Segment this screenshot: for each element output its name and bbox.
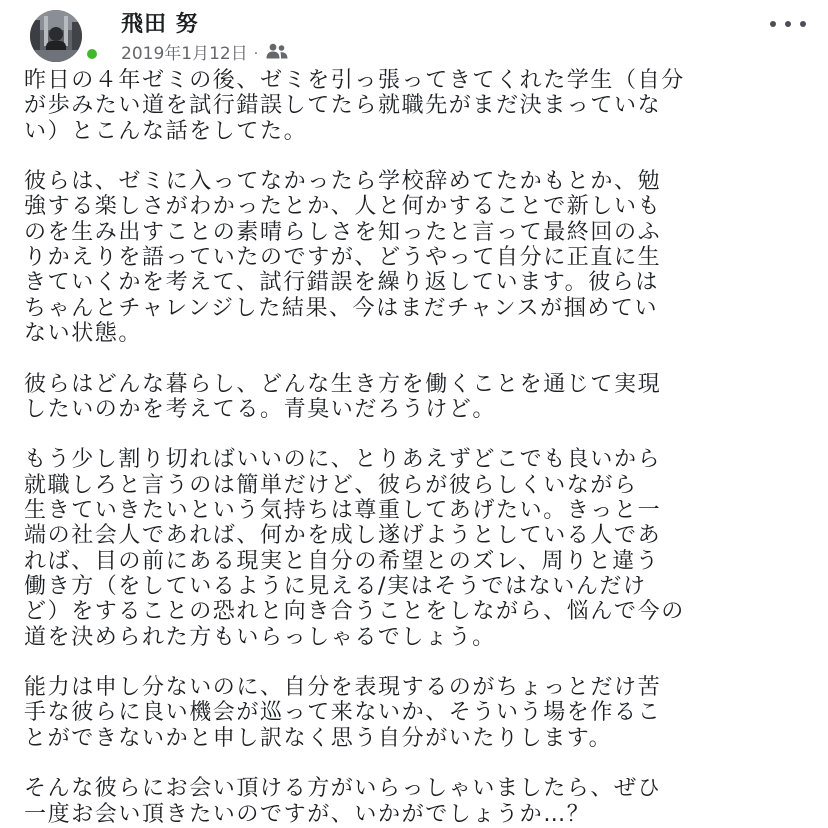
post-text-line: 手な彼らに良い機会が巡って来ないか、そういう場を作るこ: [24, 700, 662, 726]
post-paragraph: [24, 372, 814, 423]
more-dot: [785, 21, 791, 27]
post-text-line: 一度お会い頂きたいのですが、いかがでしょうか…？: [24, 801, 591, 827]
more-dot: [770, 21, 776, 27]
post-text-line: 端の社会人であれば、何かを成し遂げようとしている人であ: [24, 523, 662, 549]
post-text-line: とができないかと申し訳なく思う自分がいたりします。: [24, 725, 613, 751]
online-status-indicator: [84, 46, 100, 62]
post-text-line: のを生み出すことの素晴らしさを知ったと言って最終回のふ: [24, 219, 662, 245]
post-text-line: 能力は申し分ないのに、自分を表現するのがちょっとだけ苦: [24, 675, 662, 701]
post-text-line: が歩みたい道を試行錯誤してたら就職先がまだ決まっていな: [24, 93, 662, 119]
meta-separator: ·: [253, 46, 259, 62]
post-text-line: 生きていきたいという気持ちは尊重してあげたい。きっと一: [24, 498, 662, 524]
post-meta: [121, 43, 288, 65]
more-dot: [800, 21, 806, 27]
post-paragraph: [24, 675, 814, 751]
post-paragraph: [24, 447, 814, 649]
post-paragraph: [24, 776, 814, 827]
post-text-line: 道を決められた方もいらっしゃるでしょう。: [24, 624, 496, 650]
post-text-line: 就職しろと言うのは簡単だけど、彼らが彼らしくいながら: [24, 472, 638, 498]
post-text-line: ど）をすることの恐れと向き合うことをしながら、悩んで今の: [24, 599, 685, 625]
post-text-line: きていくかを考えて、試行錯誤を繰り返しています。彼らは: [24, 270, 660, 296]
post-text-line: れば、目の前にある現実と自分の希望とのズレ、周りと違う: [24, 548, 660, 574]
avatar-image: [30, 10, 82, 62]
post-text-line: そんな彼らにお会い頂ける方がいらっしゃいましたら、ぜひ: [24, 776, 662, 802]
post-text-line: ない状態。: [24, 320, 143, 346]
post-text-line: 働き方（をしているように見える/実はそうではないんだけ: [24, 573, 647, 599]
author-name[interactable]: 飛田 努: [121, 12, 199, 37]
post-text-line: りかえりを語っていたのですが、どうやって自分に正直に生: [24, 245, 662, 271]
author-avatar[interactable]: [30, 10, 82, 62]
post-text-line: 昨日の４年ゼミの後、ゼミを引っ張ってきてくれた学生（自分: [24, 68, 685, 93]
post-text-line: 彼らは、ゼミに入ってなかったら学校辞めてたかもとか、勉: [24, 169, 662, 195]
post-text-line: 彼らはどんな暮らし、どんな生き方を働くことを通じて実現: [24, 371, 662, 397]
friends-icon[interactable]: [266, 43, 288, 65]
post-paragraph: [24, 68, 814, 144]
post-text-line: 強する楽しさがわかったとか、人と何かすることで新しいも: [24, 194, 662, 220]
post-text-line: い）とこんな話をしてた。: [24, 118, 308, 144]
post-text-line: ちゃんとチャレンジした結果、今はまだチャンスが掴めてい: [24, 295, 659, 321]
post-date[interactable]: 2019年1月12日: [121, 44, 248, 64]
post-text-line: もう少し割り切ればいいのに、とりあえずどこでも良いから: [24, 447, 662, 473]
more-options-icon[interactable]: [770, 14, 806, 34]
post-header: [0, 0, 828, 72]
post-paragraph: [24, 169, 814, 346]
post-text-line: したいのかを考えてる。青臭いだろうけど。: [24, 396, 497, 422]
post-body: [24, 68, 814, 827]
